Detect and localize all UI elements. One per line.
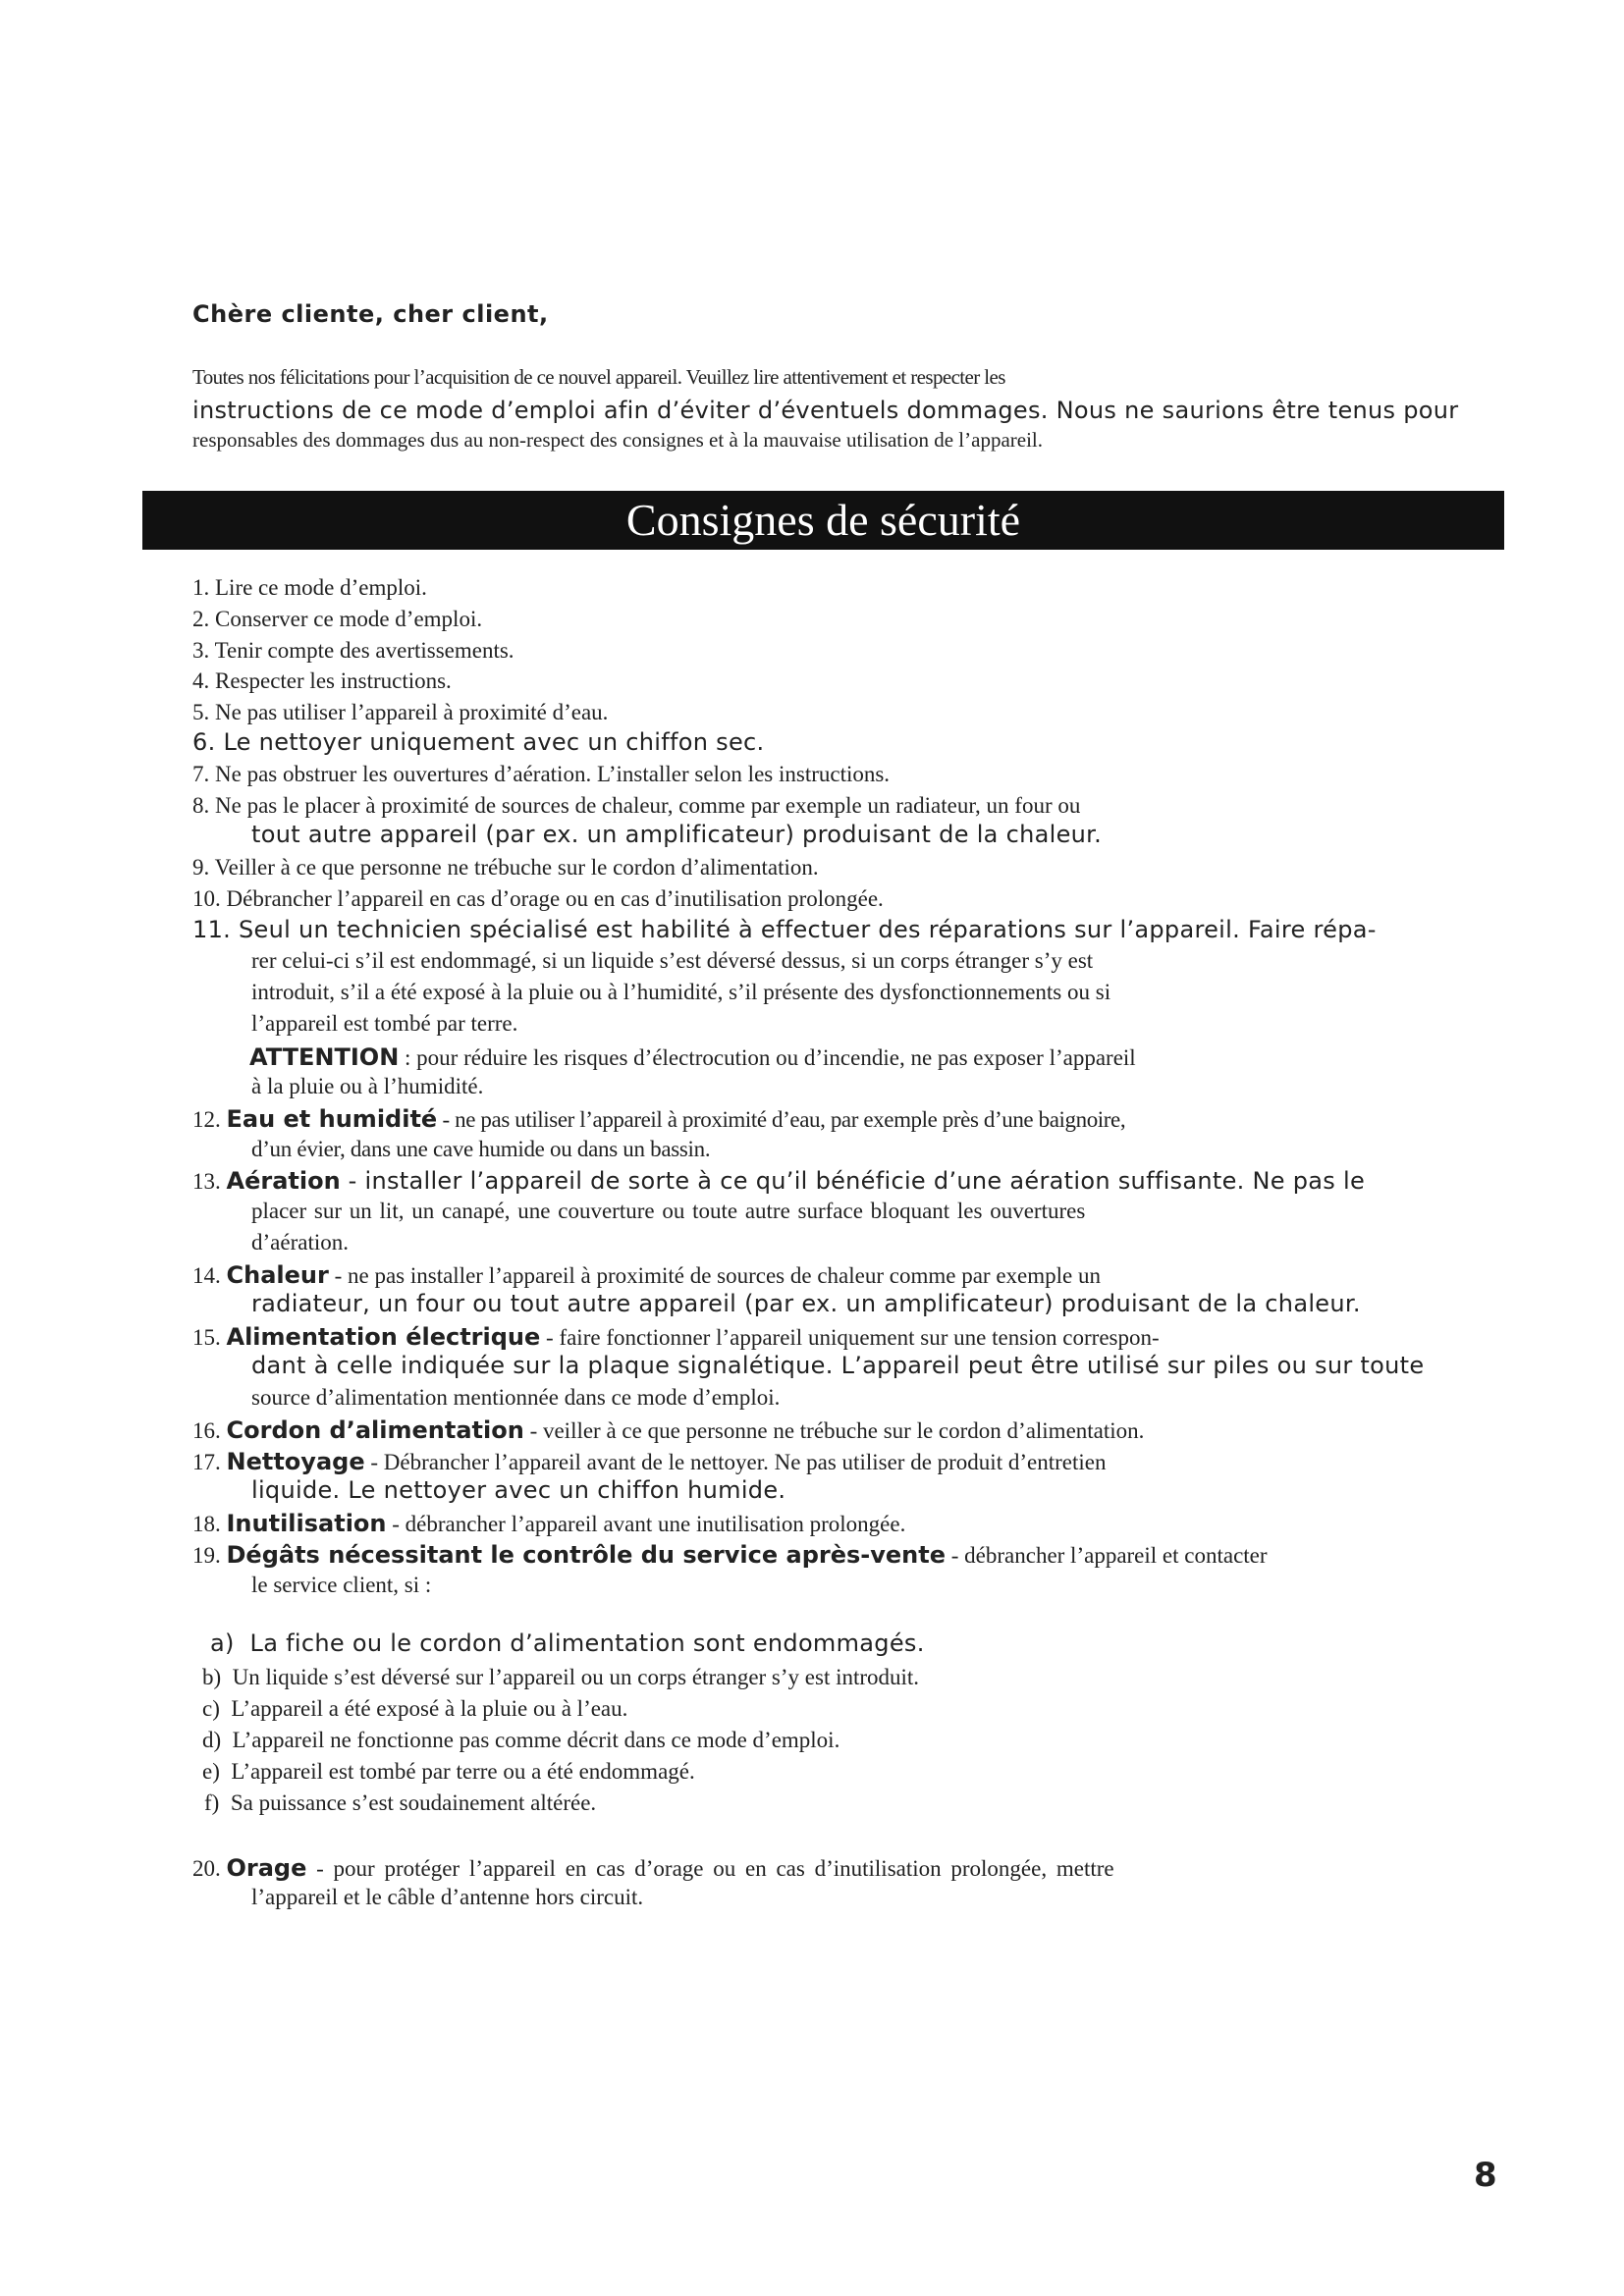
item-number: 1. <box>192 575 210 600</box>
list-item <box>192 1510 905 1537</box>
item-number: 19. <box>192 1543 221 1568</box>
sub-item-text: Un liquide s’est déversé sur l’appareil ou un corps étranger s’y est introduit. <box>232 1665 920 1689</box>
item-number: 11. <box>192 916 232 943</box>
list-item <box>192 1105 1125 1133</box>
item-text: Le nettoyer uniquement avec un chiffon sec. <box>223 728 765 756</box>
item-text: Ne pas utiliser l’appareil à proximité d’eau. <box>215 700 609 724</box>
list-item <box>192 1416 1144 1444</box>
item-number: 17. <box>192 1450 221 1474</box>
list-item <box>192 638 514 664</box>
sub-item-text: L’appareil est tombé par terre ou a été endommagé. <box>231 1759 695 1784</box>
sub-item-letter: d) <box>202 1728 222 1752</box>
list-item <box>192 1448 1106 1475</box>
list-item <box>192 1323 1160 1351</box>
sub-item-letter: c) <box>202 1696 220 1721</box>
item-continuation: d’aération. <box>251 1230 349 1255</box>
list-item <box>192 886 884 912</box>
item-number: 2. <box>192 607 210 631</box>
sub-item-text: Sa puissance s’est soudainement altérée. <box>230 1790 597 1815</box>
list-item <box>192 916 1377 943</box>
item-number: 14. <box>192 1263 221 1288</box>
list-item <box>192 575 427 601</box>
sub-item-letter: b) <box>202 1665 222 1689</box>
item-text: - faire fonctionner l’appareil uniquement sur une tension correspon- <box>540 1325 1160 1350</box>
item-continuation: radiateur, un four ou tout autre appareil (par ex. un amplificateur) produisant de la chaleur. <box>251 1290 1361 1317</box>
item-text: - ne pas utiliser l’appareil à proximité d’eau, par exemple près d’une baignoire, <box>437 1107 1126 1132</box>
item-label: Chaleur <box>226 1261 329 1289</box>
item-continuation: source d’alimentation mentionnée dans ce mode d’emploi. <box>251 1385 781 1410</box>
item-label: Aération <box>226 1167 341 1195</box>
item-continuation: liquide. Le nettoyer avec un chiffon humide. <box>251 1476 786 1504</box>
section-title: Consignes de sécurité <box>625 495 1021 545</box>
item-text: Débrancher l’appareil en cas d’orage ou en cas d’inutilisation prolongée. <box>226 886 884 911</box>
item-text: - veiller à ce que personne ne trébuche sur le cordon d’alimentation. <box>523 1418 1145 1443</box>
item-text: Veiller à ce que personne ne trébuche sur le cordon d’alimentation. <box>214 855 819 880</box>
item-continuation: introduit, s’il a été exposé à la pluie ou à l’humidité, s’il présente des dysfonctionnements ou si <box>251 980 1111 1004</box>
item-continuation: tout autre appareil (par ex. un amplificateur) produisant de la chaleur. <box>251 821 1103 848</box>
warning-label: ATTENTION <box>249 1043 400 1071</box>
item-number: 5. <box>192 700 210 724</box>
sub-item-text: L’appareil a été exposé à la pluie ou à l’eau. <box>231 1696 628 1721</box>
salutation: Chère cliente, cher client, <box>192 300 549 328</box>
list-item <box>192 1541 1268 1569</box>
item-text: Conserver ce mode d’emploi. <box>215 607 483 631</box>
sub-item <box>202 1696 627 1722</box>
item-number: 12. <box>192 1107 221 1132</box>
item-number: 3. <box>192 638 210 663</box>
item-text: - ne pas installer l’appareil à proximité de sources de chaleur comme par exemple un <box>328 1263 1101 1288</box>
sub-item-text: L’appareil ne fonctionne pas comme décrit dans ce mode d’emploi. <box>232 1728 840 1752</box>
sub-item <box>202 1759 695 1785</box>
item-continuation: d’un évier, dans une cave humide ou dans un bassin. <box>251 1137 711 1161</box>
item-number: 9. <box>192 855 210 880</box>
item-number: 15. <box>192 1325 221 1350</box>
item-text: - débrancher l’appareil et contacter <box>946 1543 1268 1568</box>
item-label: Nettoyage <box>226 1448 365 1475</box>
item-number: 10. <box>192 886 221 911</box>
item-continuation: rer celui-ci s’il est endommagé, si un liquide s’est déversé dessus, si un corps étranger s’y est <box>251 948 1094 973</box>
section-banner <box>142 491 1504 550</box>
item-label: Eau et humidité <box>226 1105 438 1133</box>
item-text: Lire ce mode d’emploi. <box>215 575 427 600</box>
item-number: 4. <box>192 668 210 693</box>
item-text: - débrancher l’appareil avant une inutilisation prolongée. <box>386 1512 906 1536</box>
list-item <box>192 793 1080 819</box>
item-text: Tenir compte des avertissements. <box>214 638 514 663</box>
item-text: Seul un technicien spécialisé est habilité à effectuer des réparations sur l’appareil. Faire répa- <box>239 916 1377 943</box>
item-number: 13. <box>192 1169 221 1194</box>
warning-text: : pour réduire les risques d’électrocution ou d’incendie, ne pas exposer l’appareil <box>399 1045 1136 1070</box>
intro-line: instructions de ce mode d’emploi afin d’éviter d’éventuels dommages. Nous ne saurions être tenus pour <box>192 397 1459 424</box>
item-number: 20. <box>192 1856 221 1881</box>
item-text: Ne pas obstruer les ouvertures d’aération. L’installer selon les instructions. <box>215 762 891 786</box>
item-continuation: placer sur un lit, un canapé, une couverture ou toute autre surface bloquant les ouvertures <box>251 1199 1086 1223</box>
sub-item <box>202 1728 839 1753</box>
sub-item <box>204 1790 596 1816</box>
item-continuation: dant à celle indiquée sur la plaque signalétique. L’appareil peut être utilisé sur piles ou sur toute <box>251 1352 1425 1379</box>
intro-line: Toutes nos félicitations pour l’acquisition de ce nouvel appareil. Veuillez lire attentivement et respecter les <box>192 365 1005 389</box>
intro-line: responsables des dommages dus au non-respect des consignes et à la mauvaise utilisation de l’appareil. <box>192 428 1044 452</box>
item-continuation: à la pluie ou à l’humidité. <box>251 1074 484 1098</box>
sub-item-letter: f) <box>204 1790 220 1815</box>
item-continuation: l’appareil est tombé par terre. <box>251 1011 518 1036</box>
item-text: - installer l’appareil de sorte à ce qu’il bénéficie d’une aération suffisante. Ne pas le <box>340 1167 1366 1195</box>
list-item <box>192 607 482 632</box>
item-label: Dégâts nécessitant le contrôle du service après-vente <box>226 1541 946 1569</box>
page-number: 8 <box>1474 2156 1497 2195</box>
item-text: - pour protéger l’appareil en cas d’orage ou en cas d’inutilisation prolongée, mettre <box>306 1856 1114 1881</box>
sub-item-letter: a) <box>210 1629 235 1657</box>
sub-item-text: La fiche ou le cordon d’alimentation sont endommagés. <box>249 1629 925 1657</box>
item-label: Cordon d’alimentation <box>226 1416 524 1444</box>
item-text: - Débrancher l’appareil avant de le nettoyer. Ne pas utiliser de produit d’entretien <box>364 1450 1107 1474</box>
list-item <box>192 668 452 694</box>
item-number: 18. <box>192 1512 221 1536</box>
list-item <box>192 728 764 756</box>
item-label: Orage <box>226 1854 307 1882</box>
item-label: Inutilisation <box>226 1510 387 1537</box>
item-continuation: l’appareil et le câble d’antenne hors circuit. <box>251 1885 644 1909</box>
sub-item <box>210 1629 925 1657</box>
item-number: 16. <box>192 1418 221 1443</box>
list-item <box>192 855 819 881</box>
sub-item-letter: e) <box>202 1759 220 1784</box>
list-item <box>192 1167 1365 1195</box>
list-item <box>192 1261 1101 1289</box>
list-item <box>192 700 608 725</box>
item-text: Respecter les instructions. <box>215 668 452 693</box>
item-number: 7. <box>192 762 210 786</box>
item-number: 6. <box>192 728 216 756</box>
sub-item <box>202 1665 919 1690</box>
list-item <box>192 1854 1114 1882</box>
list-item <box>192 762 890 787</box>
item-number: 8. <box>192 793 210 818</box>
item-text: Ne pas le placer à proximité de sources de chaleur, comme par exemple un radiateur, un four ou <box>215 793 1081 818</box>
warning-note <box>249 1043 1136 1071</box>
item-label: Alimentation électrique <box>226 1323 541 1351</box>
item-continuation: le service client, si : <box>251 1573 432 1597</box>
